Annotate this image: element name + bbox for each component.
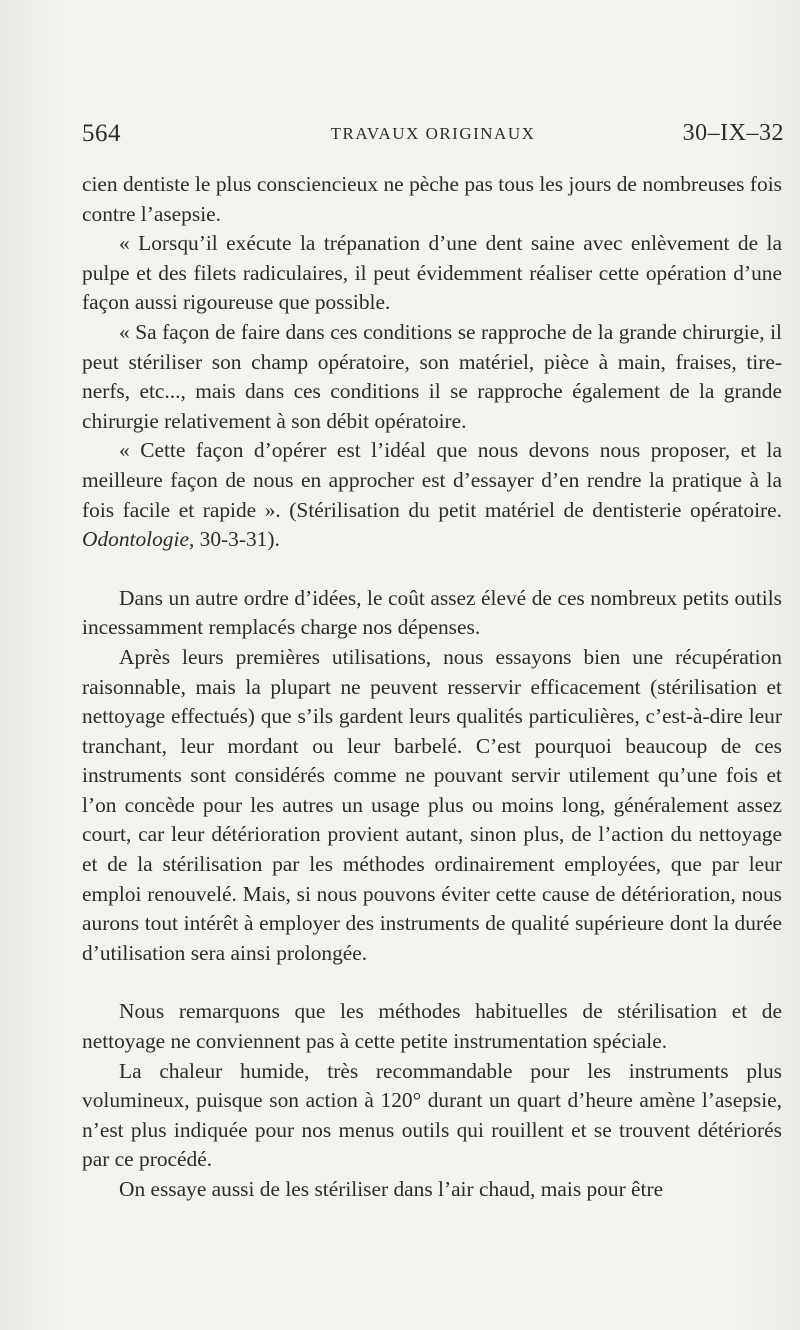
running-title: TRAVAUX ORIGINAUX	[330, 124, 536, 143]
paragraph-quote-trepanation: « Lorsqu’il exécute la trépanation d’une dent saine avec enlèvement de la pulpe et des filets radiculaires, il peut évidemment réaliser cette opération d’une façon aussi rigoureuse que possible.	[82, 231, 782, 315]
paragraph-quote-chirurgie: « Sa façon de faire dans ces conditions se rapproche de la grande chirurgie, il peut stériliser son champ opératoire, son matériel, pièce à main, fraises, tire-nerfs, etc..., mais dans ces conditions il se rapproche également de la grande chirurgie relativement à son débit opératoire.	[82, 319, 782, 433]
paragraph-quote-ideal	[82, 436, 782, 554]
paragraph-recuperation: Après leurs premières utilisations, nous essayons bien une récupération raisonnable, mais la plupart ne peuvent resservir efficacement (stérilisation et nettoyage effectués) que s’ils gardent leurs qualités particulières, c’est-à-dire leur tranchant, leur mordant ou leur barbelé. C’est pourquoi beaucoup de ces instruments sont considérés comme ne pouvant servir utilement qu’une fois et l’on concède pour les autres un usage plus ou moins long, généralement assez court, car leur détérioration provient autant, sinon plus, de l’action du nettoyage et de la stérilisation par les méthodes ordinairement employées, que par leur emploi renouvelé. Mais, si nous pouvons éviter cette cause de détérioration, nous aurons tout intérêt à employer des instruments de qualité supérieure dont la durée d’utilisation sera ainsi prolongée.	[82, 644, 782, 965]
paragraph-cout: Dans un autre ordre d’idées, le coût assez élevé de ces nombreux petits outils incessamment remplacés charge nos dépenses.	[82, 585, 782, 640]
body-text	[82, 170, 782, 1205]
journal-title: Odontologie,	[82, 527, 195, 552]
paragraph-air-chaud: On essaye aussi de les stériliser dans l’air chaud, mais pour être	[119, 1177, 664, 1201]
citation-date: 30-3-31).	[199, 527, 280, 552]
paragraph-chaleur-humide: La chaleur humide, très recommandable pour les instruments plus volumineux, puisque son action à 120° durant un quart d’heure amène l’asepsie, n’est plus indiquée pour nos menus outils qui rouillent et se trouvent détériorés par ce procédé.	[82, 1058, 782, 1172]
page-number: 564	[82, 120, 121, 147]
running-header	[82, 120, 784, 156]
paragraph-continuation: cien dentiste le plus consciencieux ne pèche pas tous les jours de nombreuses fois contre l’asepsie.	[82, 172, 782, 226]
paragraph-methodes: Nous remarquons que les méthodes habituelles de stérilisation et de nettoyage ne conviennent pas à cette petite instrumentation spéciale.	[82, 999, 782, 1054]
issue-date: 30–IX–32	[682, 120, 784, 146]
quote-text: « Cette façon d’opérer est l’idéal que nous devons nous proposer, et la meilleure façon de nous en approcher est d’essayer d’en rendre la pratique à la fois facile et rapide ». (Stérilisation du petit matériel de dentisterie opératoire.	[82, 438, 782, 522]
